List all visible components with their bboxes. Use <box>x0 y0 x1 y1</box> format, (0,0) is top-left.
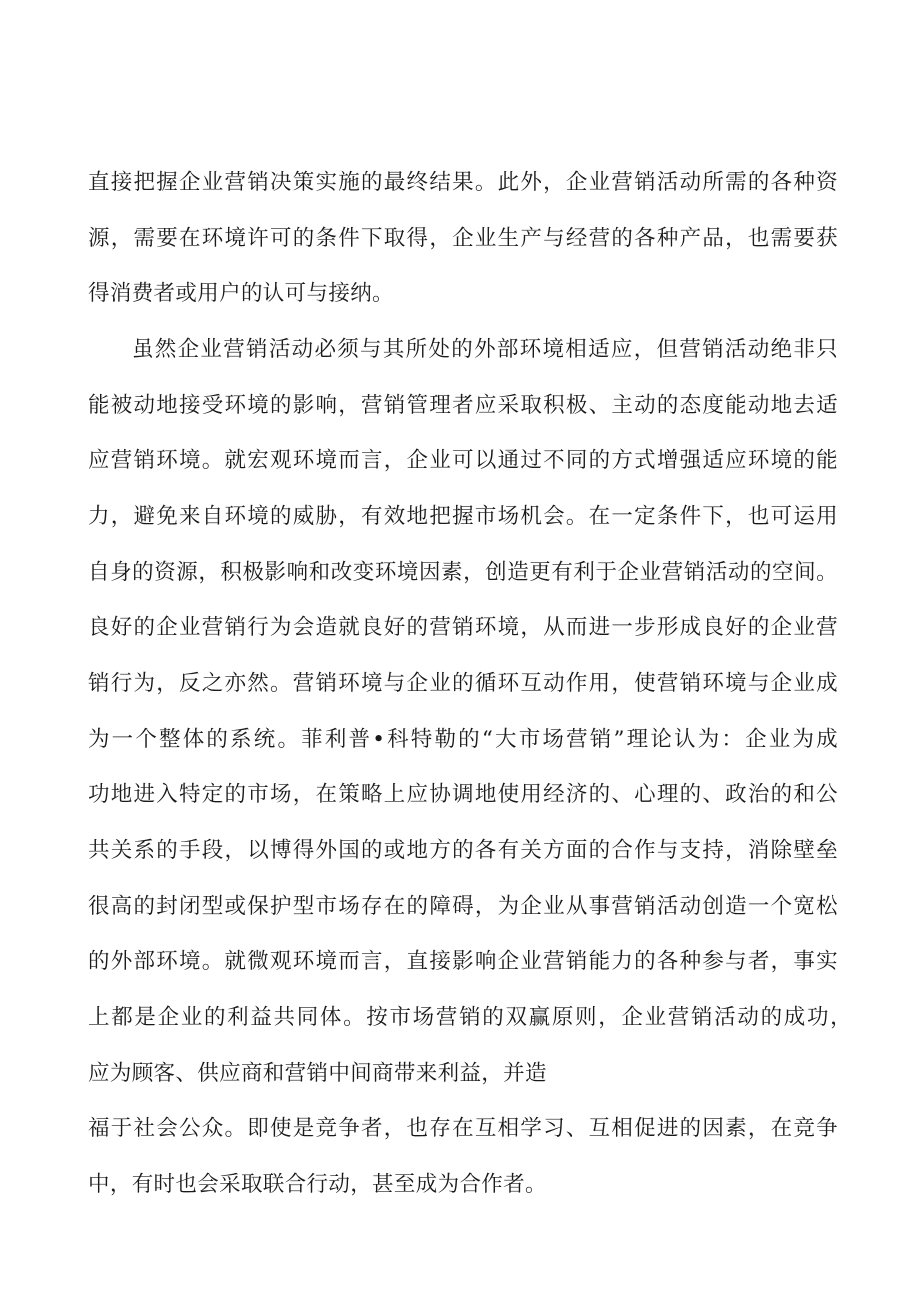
text-line: 力，避免来自环境的威胁，有效地把握市场机会。在一定条件下，也可运用 <box>88 504 838 529</box>
text-line: 功地进入特定的市场，在策略上应协调地使用经济的、心理的、政治的和公 <box>88 782 838 807</box>
text-line: 很高的封闭型或保护型市场存在的障碍，为企业从事营销活动创造一个宽松 <box>88 894 838 919</box>
text-line: 上都是企业的利益共同体。按市场营销的双赢原则，企业营销活动的成功， <box>88 1005 852 1030</box>
text-line: 良好的企业营销行为会造就良好的营销环境，从而进一步形成良好的企业营 <box>88 615 838 640</box>
paragraph-first-line: 虽然企业营销活动必须与其所处的外部环境相适应，但营销活动绝非只 <box>132 337 838 362</box>
text-line: 福于社会公众。即使是竞争者，也存在互相学习、互相促进的因素，在竞争 <box>88 1116 838 1141</box>
text-line: 应为顾客、供应商和营销中间商带来利益，并造 <box>88 1061 547 1086</box>
text-line: 共关系的手段，以博得外国的或地方的各有关方面的合作与支持，消除壁垒 <box>88 838 838 863</box>
text-line: 直接把握企业营销决策实施的最终结果。此外，企业营销活动所需的各种资 <box>88 170 838 195</box>
text-line: 应营销环境。就宏观环境而言，企业可以通过不同的方式增强适应环境的能 <box>88 448 838 473</box>
text-line: 的外部环境。就微观环境而言，直接影响企业营销能力的各种参与者，事实 <box>88 949 838 974</box>
text-line: 销行为，反之亦然。营销环境与企业的循环互动作用，使营销环境与企业成 <box>88 671 838 696</box>
text-line: 中，有时也会采取联合行动，甚至成为合作者。 <box>88 1172 547 1197</box>
text-line: 自身的资源，积极影响和改变环境因素，创造更有利于企业营销活动的空间。 <box>88 560 838 585</box>
text-line: 得消费者或用户的认可与接纳。 <box>88 281 394 306</box>
text-line: 为一个整体的系统。菲利普•科特勒的“大市场营销”理论认为：企业为成 <box>88 727 838 752</box>
text-line: 能被动地接受环境的影响，营销管理者应采取积极、主动的态度能动地去适 <box>88 393 838 418</box>
text-line: 源，需要在环境许可的条件下取得，企业生产与经营的各种产品，也需要获 <box>88 226 838 251</box>
